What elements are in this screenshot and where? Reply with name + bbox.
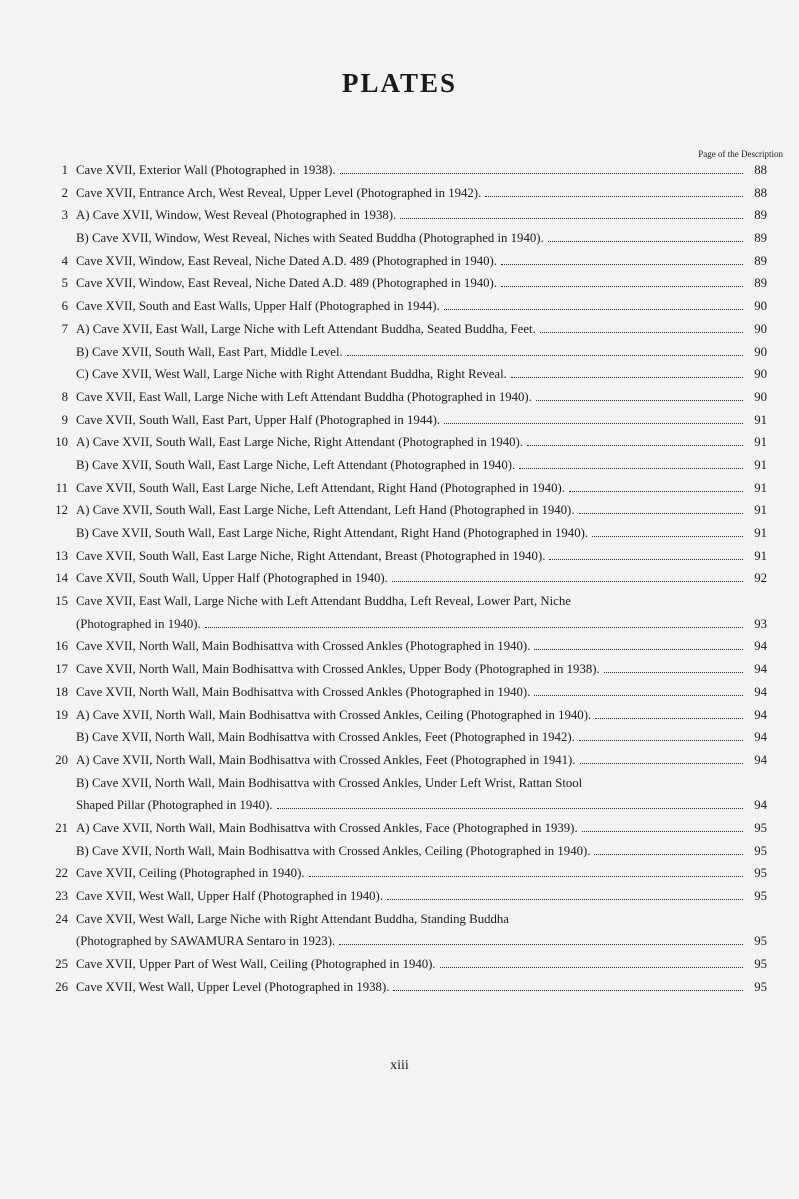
plate-entry [0,660,799,683]
plate-line [76,889,745,904]
plate-caption: A) Cave XVII, South Wall, East Large Niche, Left Attendant, Left Hand (Photographed in 1940). [76,503,575,518]
plate-entry [0,637,799,660]
plate-line [76,299,745,314]
plate-line [76,367,745,382]
leader-dots [347,355,743,356]
plate-entry [0,728,799,751]
plate-number: 6 [61,299,68,314]
plate-number: 3 [61,208,68,223]
plate-number: 17 [55,662,68,677]
plate-line [76,685,745,700]
plate-line [76,571,745,586]
leader-dots [340,173,743,174]
plate-entry [0,547,799,570]
plate-line [76,866,745,881]
plate-line [76,481,745,496]
page-reference: 95 [754,979,767,994]
plate-number: 21 [55,820,68,835]
plate-caption: Cave XVII, South Wall, East Part, Upper Half (Photographed in 1944). [76,412,441,427]
plate-entry [0,252,799,275]
column-header: Page of the Description [698,149,783,159]
plate-line [76,912,759,927]
plate-caption: Cave XVII, Exterior Wall (Photographed in 1938). [76,163,336,177]
plate-entry [0,229,799,252]
page-reference: 90 [754,389,767,404]
plate-line [76,526,745,541]
plate-entry [0,456,799,479]
plate-number: 18 [55,684,68,699]
plate-line [76,957,745,972]
plate-caption: Cave XVII, West Wall, Large Niche with Right Attendant Buddha, Standing Buddha [76,911,509,926]
plate-entry [0,365,799,388]
page-reference: 90 [754,367,767,382]
plate-line [76,435,745,450]
leader-dots [527,445,743,446]
page-reference: 95 [754,866,767,881]
plate-number: 19 [55,707,68,722]
plate-caption: Cave XVII, Entrance Arch, West Reveal, Upper Level (Photographed in 1942). [76,185,482,200]
plate-line [76,617,745,632]
plate-caption: Cave XVII, North Wall, Main Bodhisattva with Crossed Ankles (Photographed in 1940). [76,639,531,654]
plate-entry [0,206,799,229]
leader-dots [580,763,743,764]
plate-line [76,458,745,473]
plate-number: 15 [55,594,68,609]
plate-caption: A) Cave XVII, Window, West Reveal (Photographed in 1938). [76,208,397,223]
plate-number: 13 [55,548,68,563]
plate-line [76,390,745,405]
leader-dots [579,513,743,514]
page-reference: 95 [754,957,767,972]
plate-entry [0,796,799,819]
page-reference: 94 [754,639,767,654]
leader-dots [339,944,743,945]
plate-caption: Cave XVII, East Wall, Large Niche with Left Attendant Buddha (Photographed in 1940). [76,389,532,404]
leader-dots [309,876,743,877]
page-reference: 89 [754,208,767,223]
plate-line [76,254,745,269]
leader-dots [501,286,743,287]
plate-number: 26 [55,979,68,994]
plate-caption: A) Cave XVII, North Wall, Main Bodhisattva with Crossed Ankles, Face (Photographed in 1939). [76,820,578,835]
plate-line [76,821,745,836]
page-reference: 91 [754,503,767,518]
plate-line [76,798,745,813]
page-reference: 95 [754,934,767,949]
plate-number: 7 [61,321,68,336]
plate-number: 8 [61,389,68,404]
plate-entry [0,388,799,411]
plate-caption: (Photographed in 1940). [76,616,201,631]
leader-dots [485,196,743,197]
leader-dots [205,627,743,628]
plate-line [76,276,745,291]
leader-dots [579,740,743,741]
page-reference: 91 [754,480,767,495]
plate-entry [0,501,799,524]
plate-line [76,186,745,201]
leader-dots [440,967,743,968]
leader-dots [277,808,743,809]
plate-caption: B) Cave XVII, South Wall, East Part, Middle Level. [76,344,343,359]
leader-dots [393,990,743,991]
plate-caption: Cave XVII, South and East Walls, Upper Half (Photographed in 1944). [76,299,440,314]
plate-entry [0,887,799,910]
leader-dots [569,491,743,492]
page-number: xiii [390,1058,409,1073]
page-reference: 94 [754,684,767,699]
page-reference: 89 [754,231,767,246]
leader-dots [444,309,743,310]
plate-number: 14 [55,571,68,586]
leader-dots [392,581,743,582]
page-reference: 91 [754,548,767,563]
plate-number: 9 [61,412,68,427]
page-reference: 94 [754,752,767,767]
plate-line [76,594,759,609]
page-title: PLATES [341,68,458,98]
plate-caption: B) Cave XVII, North Wall, Main Bodhisattva with Crossed Ankles, Feet (Photographed in 1942). [76,730,575,745]
plate-line [76,322,745,337]
plate-line [76,503,745,518]
plate-caption: B) Cave XVII, South Wall, East Large Niche, Left Attendant (Photographed in 1940). [76,457,516,472]
plates-list [0,161,799,1000]
leader-dots [536,400,743,401]
plate-number: 16 [55,639,68,654]
plate-caption: Cave XVII, West Wall, Upper Level (Photographed in 1938). [76,979,390,994]
plate-caption: Cave XVII, North Wall, Main Bodhisattva with Crossed Ankles, Upper Body (Photographed in 1938). [76,662,600,677]
page-reference: 90 [754,299,767,314]
plate-number: 2 [61,185,68,200]
plate-number: 22 [55,866,68,881]
leader-dots [519,468,743,469]
plate-caption: Cave XVII, Ceiling (Photographed in 1940). [76,866,305,881]
plate-line [76,163,745,178]
page-reference: 91 [754,412,767,427]
plate-entry [0,706,799,729]
page-reference: 91 [754,435,767,450]
plate-entry [0,569,799,592]
page-reference: 95 [754,889,767,903]
leader-dots [534,649,743,650]
plate-caption: Cave XVII, Upper Part of West Wall, Ceiling (Photographed in 1940). [76,957,436,972]
plate-caption: B) Cave XVII, South Wall, East Large Niche, Right Attendant, Right Hand (Photographed in 1940). [76,526,589,540]
leader-dots [549,559,743,560]
plate-line [76,231,745,246]
plate-entry [0,343,799,366]
leader-dots [582,831,743,832]
page-reference: 89 [754,253,767,268]
plate-line [76,549,745,564]
page-reference: 95 [754,843,767,858]
plate-line [76,980,745,995]
plate-caption: Cave XVII, Window, East Reveal, Niche Dated A.D. 489 (Photographed in 1940). [76,276,497,291]
plate-caption: B) Cave XVII, Window, West Reveal, Niches with Seated Buddha (Photographed in 1940). [76,231,544,246]
plate-caption: A) Cave XVII, North Wall, Main Bodhisattva with Crossed Ankles, Feet (Photographed in 1941). [76,752,576,767]
plate-line [76,413,745,428]
leader-dots [534,695,743,696]
page-reference: 95 [754,820,767,835]
plate-entry [0,161,799,184]
plate-line [76,844,745,859]
plate-number: 10 [55,435,68,450]
plate-caption: A) Cave XVII, South Wall, East Large Niche, Right Attendant (Photographed in 1940). [76,435,524,450]
plate-line [76,345,745,360]
leader-dots [592,536,743,537]
leader-dots [594,854,743,855]
plate-line [76,730,745,745]
page-reference: 90 [754,344,767,359]
plate-entry [0,592,799,615]
plate-caption: (Photographed by SAWAMURA Sentaro in 1923). [76,934,336,949]
page-reference: 94 [754,730,767,745]
plate-line [76,208,745,223]
plate-entry [0,184,799,207]
plate-entry [0,932,799,955]
plate-caption: Shaped Pillar (Photographed in 1940). [76,798,273,813]
leader-dots [387,899,743,900]
plate-caption: Cave XVII, South Wall, East Large Niche, Left Attendant, Right Hand (Photographed in 1940). [76,480,565,495]
plate-number: 4 [61,253,68,268]
plate-entry [0,615,799,638]
plate-line [76,776,759,791]
plate-caption: Cave XVII, South Wall, East Large Niche, Right Attendant, Breast (Photographed in 1940). [76,548,546,563]
plate-entry [0,524,799,547]
page-reference: 94 [754,798,767,813]
plate-entry [0,479,799,502]
plate-number: 12 [55,503,68,518]
leader-dots [400,218,743,219]
plate-entry [0,910,799,933]
page-reference: 94 [754,707,767,722]
plate-caption: B) Cave XVII, North Wall, Main Bodhisattva with Crossed Ankles, Under Left Wrist, Rattan Stool [76,775,583,790]
page-reference: 94 [754,662,767,677]
leader-dots [604,672,743,673]
plate-entry [0,274,799,297]
page-reference: 88 [754,185,767,200]
plate-caption: C) Cave XVII, West Wall, Large Niche with Right Attendant Buddha, Right Reveal. [76,367,507,382]
page-reference: 93 [754,616,767,631]
plate-entry [0,864,799,887]
leader-dots [501,264,743,265]
plate-number: 23 [55,889,68,903]
plate-line [76,934,745,949]
plate-entry [0,955,799,978]
leader-dots [540,332,743,333]
page-reference: 92 [754,571,767,586]
plate-entry [0,774,799,797]
plate-entry [0,433,799,456]
plate-line [76,662,745,677]
plate-entry [0,320,799,343]
plate-caption: Cave XVII, West Wall, Upper Half (Photographed in 1940). [76,889,384,903]
page-reference: 91 [754,526,767,540]
plate-entry [0,751,799,774]
leader-dots [548,241,743,242]
plate-entry [0,683,799,706]
plate-caption: A) Cave XVII, North Wall, Main Bodhisattva with Crossed Ankles, Ceiling (Photographed in 1940). [76,707,592,722]
plate-number: 24 [55,911,68,926]
plate-caption: B) Cave XVII, North Wall, Main Bodhisattva with Crossed Ankles, Ceiling (Photographed in 1940). [76,843,591,858]
plate-caption: Cave XVII, North Wall, Main Bodhisattva with Crossed Ankles (Photographed in 1940). [76,684,531,699]
leader-dots [444,423,743,424]
plate-caption: Cave XVII, Window, East Reveal, Niche Dated A.D. 489 (Photographed in 1940). [76,253,497,268]
plate-entry [0,842,799,865]
plate-entry [0,819,799,842]
plate-line [76,639,745,654]
plate-caption: Cave XVII, South Wall, Upper Half (Photographed in 1940). [76,571,388,586]
page-reference: 90 [754,321,767,336]
plate-entry [0,978,799,1001]
plate-entry [0,411,799,434]
leader-dots [595,718,743,719]
plate-number: 5 [61,276,68,291]
plate-caption: A) Cave XVII, East Wall, Large Niche with Left Attendant Buddha, Seated Buddha, Feet. [76,321,536,336]
plate-number: 20 [55,752,68,767]
plate-number: 11 [55,480,68,495]
plate-line [76,753,745,768]
page-reference: 91 [754,457,767,472]
plate-line [76,708,745,723]
page-reference: 89 [754,276,767,291]
plate-number: 1 [61,163,68,177]
leader-dots [511,377,743,378]
plate-caption: Cave XVII, East Wall, Large Niche with Left Attendant Buddha, Left Reveal, Lower Part, Niche [76,594,571,609]
plate-number: 25 [55,957,68,972]
page-reference: 88 [754,163,767,177]
plate-entry [0,297,799,320]
